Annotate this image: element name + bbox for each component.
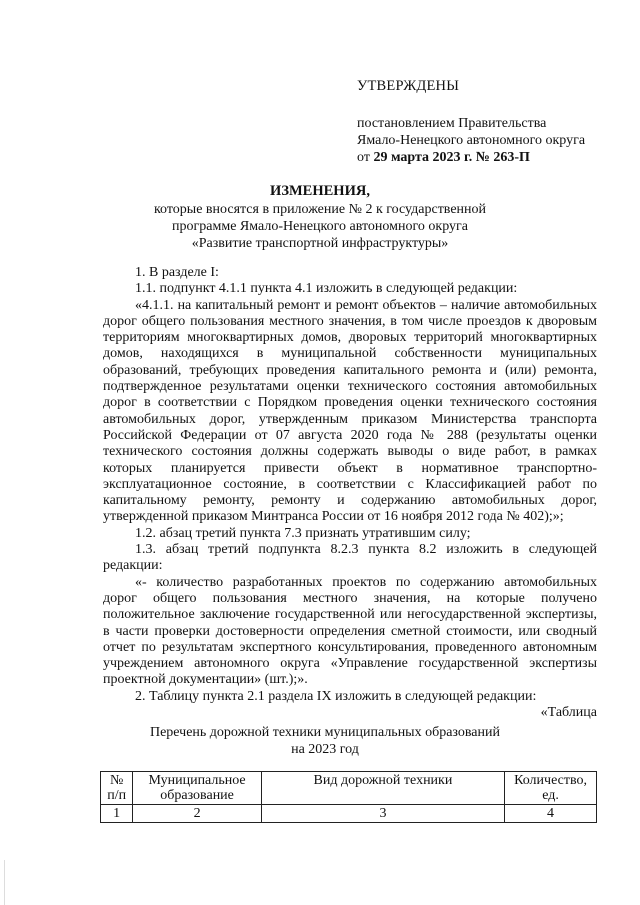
table-label: «Таблица [540,705,597,721]
document-subtitle-line-2: программе Ямало-Ненецкого автономного округа [172,219,468,234]
approval-date-line [357,149,585,166]
table-title [140,724,510,758]
scan-edge-line [4,860,5,905]
paragraph-8-2-3-text: «- количество разработанных проектов по содержанию автомобильных дорог общего пользования местного значения, на которые получено положительное заключение государственной или негосударственной экспертизы, в части проверки достоверности определения сметной стоимости, или сводный отчет по результатам экспертного консультирования, проведенного автономным учреждением автономного округа «Управление государственной экспертизы проектной документации» (шт.);». [103,574,597,688]
table-title-line-2: на 2023 год [291,742,359,757]
paragraph-1-2: 1.2. абзац третий пункта 7.3 признать утратившим силу; [135,525,471,541]
paragraph-4-1-1-text: «4.1.1. на капитальный ремонт и ремонт объектов – наличие автомобильных дорог общего пользования местного значения, в том числе проездов к дворовым территориям многоквартирных домов, дворовых территорий многоквартирных домов, находящихся в муниципальной собственности муниципальных образований, требующих проведения капитального ремонта и (или) ремонта, подтвержденное результатами оценки технического состояния автомобильных дорог в соответствии с Порядком проведения оценки технического состояния автомобильных дорог, утвержденным приказом Министерства транспорта Российской Федерации от 07 августа 2020 года № 288 (результаты оценки технического состояния должны содержать выводы о виде работ, в рамках которых планируется привести объект в нормативное транспортно-эксплуатационное состояние, в соответствии с Классификацией работ по капитальному ремонту, ремонту и содержанию автомобильных дорог, утвержденной приказом Минтранса России от 16 ноября 2012 года № 402);»; [103,297,597,525]
table-header-row [101,772,597,805]
approval-line-2: Ямало-Ненецкого автономного округа [357,133,586,148]
document-body [103,265,597,721]
document-subtitle-line-1: которые вносятся в приложение № 2 к государственной [153,202,487,217]
approval-date: 29 марта 2023 г. № 263-П [373,150,530,165]
table-row [101,805,597,823]
paragraph-2: 2. Таблицу пункта 2.1 раздела IX изложить в следующей редакции: [135,688,537,704]
table-title-line-1: Перечень дорожной техники муниципальных образований [149,725,500,740]
document-title-block [110,183,530,252]
document-title: ИЗМЕНЕНИЯ, [270,183,370,199]
paragraph-section-1: 1. В разделе I: [135,265,219,280]
approval-block [357,78,585,166]
document-subtitle-line-3: «Развитие транспортной инфраструктуры» [191,236,449,251]
paragraph-1-3: 1.3. абзац третий подпункта 8.2.3 пункта 8.2 изложить в следующей редакции: [103,542,597,574]
approval-line-1: постановлением Правительства [357,116,547,131]
table-cell: 1 [101,805,133,823]
table-header-quantity: Количество, ед. [505,772,597,805]
table-header-equipment-type: Вид дорожной техники [261,772,504,805]
road-equipment-table [100,771,597,823]
table-cell: 3 [261,805,504,823]
table-header-municipality: Муниципальное образование [133,772,261,805]
table-header-number: № п/п [101,772,133,805]
paragraph-1-1: 1.1. подпункт 4.1.1 пункта 4.1 изложить в следующей редакции: [135,281,518,297]
table-cell: 4 [505,805,597,823]
table-cell: 2 [133,805,261,823]
approval-heading: УТВЕРЖДЕНЫ [357,78,460,94]
approval-date-prefix: от [357,150,370,165]
